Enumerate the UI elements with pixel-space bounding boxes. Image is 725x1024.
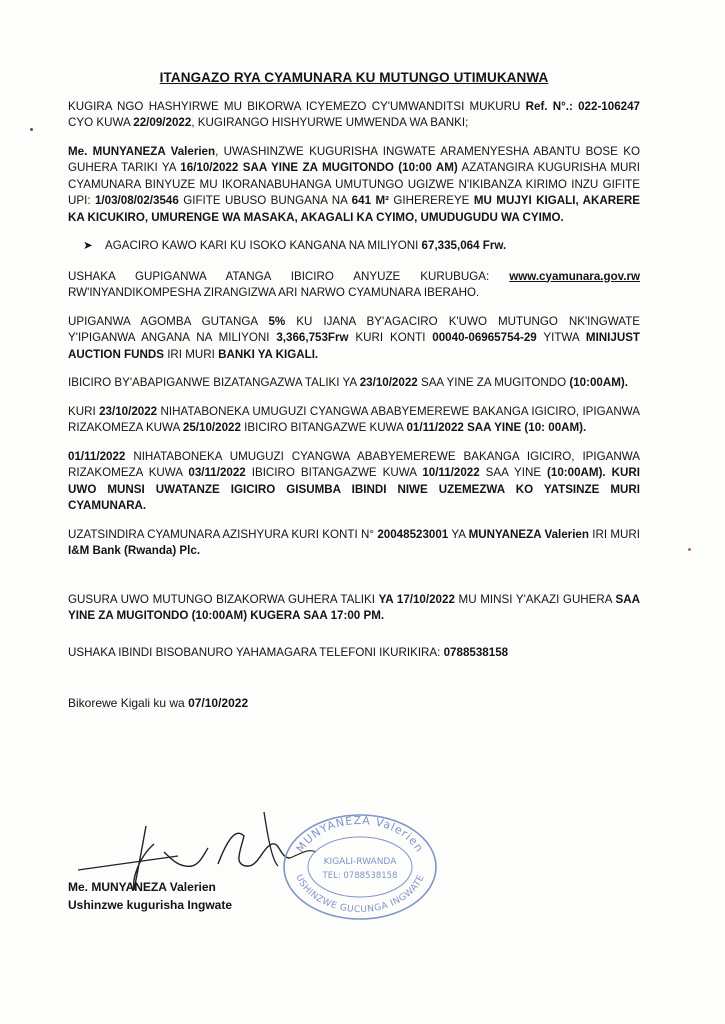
notice-document <box>68 70 640 712</box>
signatory-role: Ushinzwe kugurisha Ingwate <box>68 898 233 912</box>
paragraph-results-date: IBICIRO BY'ABAPIGANWE BIZATANGAZWA TALIKI YA 23/10/2022 SAA YINE ZA MUGITONDO (10:00AM). <box>68 376 628 389</box>
scan-speck <box>30 128 33 131</box>
stamp-top-text: MUNYANEZA Valerien <box>293 813 427 855</box>
paragraph-third-round: 01/11/2022 NIHATABONEKA UMUGUZI CYANGWA ABABYEMEREWE BAKANGA IGICIRO, IPIGANWA RIZAKOMEZA KUWA 03/11/2022 IBICIRO BITANGAZWE KUWA 10/11/2022 SAA YINE (10:00AM). KURI UWO MUNSI UWATANZE IGICIRO GISUMBA IBINDI NIWE UZEMEZWA KO YATSINZE MURI CYAMUNARA. <box>68 449 640 512</box>
signatory-block <box>68 878 232 914</box>
paragraph-bidding-website: USHAKA GUPIGANWA ATANGA IBICIRO ANYUZE KURUBUGA: www.cyamunara.gov.rw RW'INYANDIKOMPESHA ZIRANGIZWA ARI NARWO CYAMUNARA IBERAHO. <box>68 269 640 299</box>
market-value-bullet: ➤ AGACIRO KAWO KARI KU ISOKO KANGANA NA MILIYONI 67,335,064 Frw. <box>83 238 640 255</box>
svg-text:MUNYANEZA Valerien <box>294 814 427 855</box>
paragraph-auction-announcement: Me. MUNYANEZA Valerien, UWASHINZWE KUGURISHA INGWATE ARAMENYESHA ABANTU BOSE KO GUHERA TARIKI YA 16/10/2022 SAA YINE ZA MUGITONDO (10:00 AM) AZATANGIRA KUGURISHA MURI CYAMUNARA BINYUZE MU IKORANABUHANGA UMUTUNGO UGIZWE N'IKIBANZA KIRIMO INZU GIFITE UPI: 1/03/08/02/3546 GIFITE UBUSO BUNGANA NA 641 M² GIHEREREYE MU MUJYI KIGALI, AKARERE KA KICUKIRO, UMURENGE WA MASAKA, AKAGALI KA CYIMO, UMUDUGUDU WA CYIMO. <box>68 144 640 224</box>
stamp-city-text: KIGALI-RWANDA <box>323 857 397 867</box>
contact-phone: 0788538158 <box>443 645 509 659</box>
page-title: ITANGAZO RYA CYAMUNARA KU MUTUNGO UTIMUKANWA <box>159 70 549 85</box>
auction-website-link[interactable]: www.cyamunara.gov.rw <box>509 269 640 283</box>
paragraph-visits: GUSURA UWO MUTUNGO BIZAKORWA GUHERA TALIKI YA 17/10/2022 MU MINSI Y'AKAZI GUHERA SAA YINE ZA MUGITONDO (10:00AM) KUGERA SAA 17:00 PM. <box>68 592 641 622</box>
paragraph-contact: USHAKA IBINDI BISOBANURO YAHAMAGARA TELEFONI IKURIKIRA: 0788538158 <box>68 645 509 659</box>
stamp-bottom-text: USHINZWE GUCUNGA INGWATE <box>293 873 427 916</box>
paragraph-payment-account: UZATSINDIRA CYAMUNARA AZISHYURA KURI KONTI N° 20048523001 YA MUNYANEZA Valerien IRI MURI I&M Bank (Rwanda) Plc. <box>68 527 640 557</box>
paragraph-second-round: KURI 23/10/2022 NIHATABONEKA UMUGUZI CYANGWA ABABYEMEREWE BAKANGA IGICIRO, IPIGANWA RIZAKOMEZA KUWA 25/10/2022 IBICIRO BITANGAZWE KUWA 01/11/2022 SAA YINE (10: 00AM). <box>68 404 641 434</box>
official-stamp <box>280 812 440 922</box>
arrow-bullet-icon: ➤ <box>83 239 93 252</box>
date-line: Bikorewe Kigali ku wa 07/10/2022 <box>68 696 249 710</box>
stamp-tel-text: TEL: 0788538158 <box>322 871 398 881</box>
scan-speck <box>688 548 691 551</box>
signatory-name: Me. MUNYANEZA Valerien <box>68 880 216 894</box>
paragraph-court-order: KUGIRA NGO HASHYIRWE MU BIKORWA ICYEMEZO CY'UMWANDITSI MUKURU Ref. N°.: 022-106247 CYO KUWA 22/09/2022, KUGIRANGO HISHYURWE UMWENDA WA BANKI; <box>68 99 640 129</box>
paragraph-deposit: UPIGANWA AGOMBA GUTANGA 5% KU IJANA BY'AGACIRO K'UWO MUTUNGO NK'INGWATE Y'IPIGANWA ANGANA NA MILIYONI 3,366,753Frw KURI KONTI 00040-06965754-29 YITWA MINIJUST AUCTION FUNDS IRI MURI BANKI YA KIGALI. <box>68 314 641 361</box>
